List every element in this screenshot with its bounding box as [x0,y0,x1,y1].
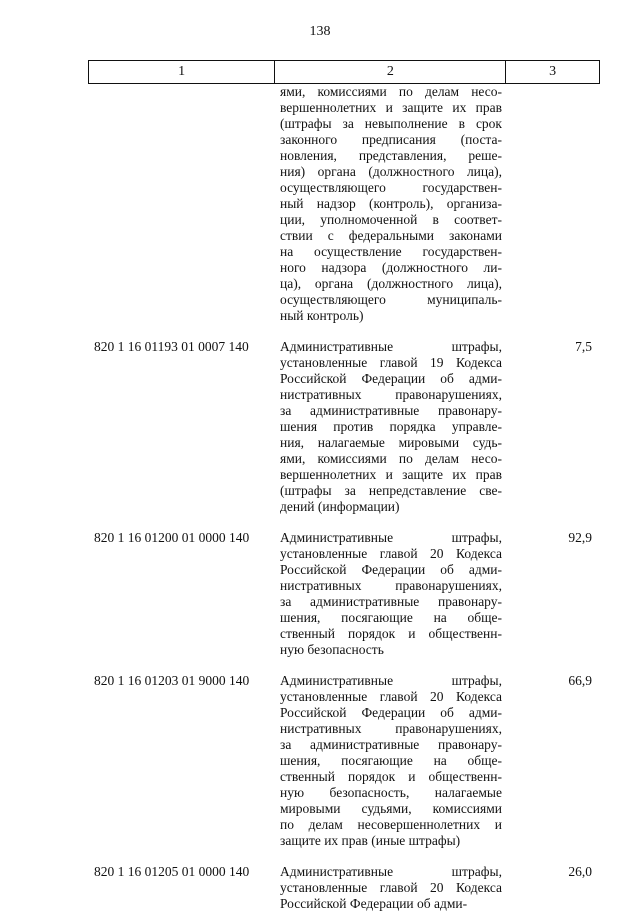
description-line: ный надзор (контроль), организа- [280,196,502,211]
table-body [88,84,600,912]
description-line: ца), органа (должностного лица), [280,276,502,291]
description-line: Российской Федерации об адми- [280,562,502,577]
table-header [88,60,600,84]
description-line: шения, посягающие на обще- [280,610,502,625]
row-gap [88,324,600,339]
row-description [274,530,506,658]
description-line: Российской Федерации об адми- [280,896,468,911]
description-line: (штрафы за невыполнение в срок [280,116,502,131]
description-line: за административные правонару- [280,403,502,418]
description-line: Административные штрафы, [280,339,502,354]
description-line: Российской Федерации об адми- [280,705,502,720]
description-line: за административные правонару- [280,737,502,752]
row-gap [88,658,600,673]
description-line: вершеннолетних и защите их прав [280,100,502,115]
description-line: ную безопасность [280,642,384,657]
row-code: 820 1 16 01203 01 9000 140 [94,673,250,688]
description-line: ями, комиссиями по делам несо- [280,451,502,466]
description-line: установленные главой 20 Кодекса [280,880,502,895]
description-line: нистративных правонарушениях, [280,721,502,736]
description-line: мировыми судьями, комиссиями [280,801,502,816]
row-value: 66,9 [568,673,592,688]
table-row [88,530,600,658]
table-row [88,339,600,515]
description-line: Административные штрафы, [280,673,502,688]
row-code: 820 1 16 01205 01 0000 140 [94,864,250,879]
row-code [88,84,274,324]
description-line: нистративных правонарушениях, [280,578,502,593]
row-description [274,339,506,515]
description-line: законного предписания (поста- [280,132,502,147]
row-value [506,84,600,324]
row-code: 820 1 16 01200 01 0000 140 [94,530,250,545]
description-line: по делам несовершеннолетних и [280,817,502,832]
row-gap [88,515,600,530]
table-row [88,84,600,324]
description-line: вершеннолетних и защите их прав [280,467,502,482]
row-value: 92,9 [568,530,592,545]
description-line: нистративных правонарушениях, [280,387,502,402]
description-line: ную безопасность, налагаемые [280,785,502,800]
row-gap [88,849,600,864]
description-line: осуществляющего государствен- [280,180,502,195]
description-line: за административные правонару- [280,594,502,609]
row-code: 820 1 16 01193 01 0007 140 [94,339,249,354]
description-line: шения против порядка управле- [280,419,502,434]
description-line: дений (информации) [280,499,400,514]
description-line: ствии с федеральными законами [280,228,502,243]
header-col-2: 2 [274,61,505,83]
description-line: шения, посягающие на обще- [280,753,502,768]
description-line: установленные главой 20 Кодекса [280,546,502,561]
description-line: установленные главой 19 Кодекса [280,355,502,370]
description-line: ями, комиссиями по делам несо- [280,84,502,99]
description-line: ции, уполномоченной в соответ- [280,212,502,227]
description-line: новления, представления, реше- [280,148,502,163]
description-line: ственный порядок и общественн- [280,626,502,641]
description-line: ного надзора (должностного ли- [280,260,502,275]
description-line: ный контроль) [280,308,364,323]
description-line: ния) органа (должностного лица), [280,164,502,179]
description-line: Административные штрафы, [280,864,502,879]
row-value: 7,5 [575,339,592,354]
description-line: ственный порядок и общественн- [280,769,502,784]
header-col-3: 3 [505,61,599,83]
description-line: установленные главой 20 Кодекса [280,689,502,704]
header-col-1: 1 [178,64,186,79]
description-line: ния, налагаемые мировыми судь- [280,435,502,450]
description-line: осуществляющего муниципаль- [280,292,502,307]
row-value: 26,0 [568,864,592,879]
description-line: Административные штрафы, [280,530,502,545]
description-line: (штрафы за непредставление све- [280,483,502,498]
row-description [274,84,506,324]
table-row [88,673,600,849]
description-line: на осуществление государствен- [280,244,502,259]
page-number: 138 [309,24,331,39]
row-description [274,673,506,849]
description-line: защите их прав (иные штрафы) [280,833,461,848]
description-line: Российской Федерации об адми- [280,371,502,386]
